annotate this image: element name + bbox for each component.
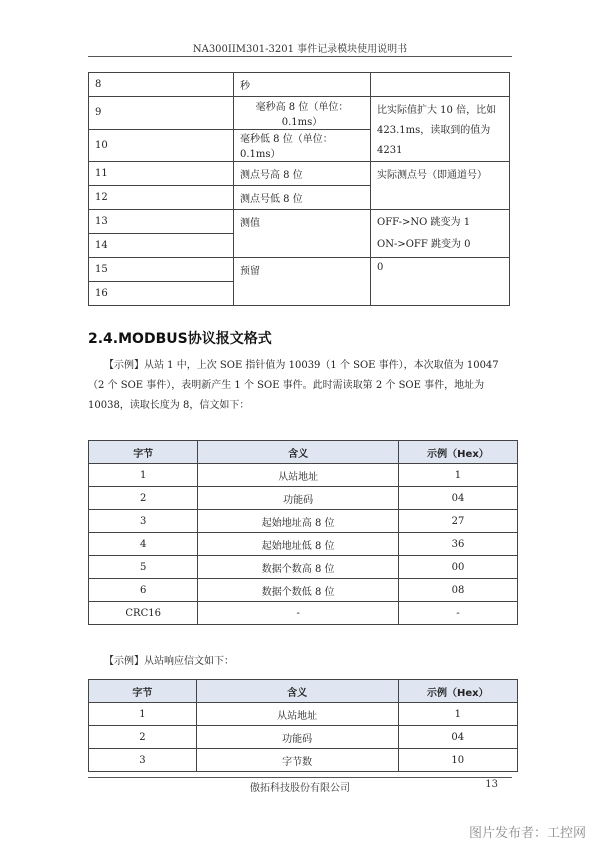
- table-cell: 27: [398, 510, 517, 533]
- table-cell: CRC16: [89, 602, 198, 625]
- table-cell: -: [198, 602, 399, 625]
- table-cell: [371, 210, 510, 258]
- column-header: 含义: [198, 441, 399, 464]
- table-cell: 5: [89, 556, 198, 579]
- column-header: 含义: [196, 680, 398, 703]
- table-cell: 预留: [234, 258, 371, 306]
- table-cell: 2: [89, 726, 197, 749]
- table-row: [89, 749, 518, 772]
- table-row: [89, 510, 518, 533]
- table-cell: 04: [398, 487, 517, 510]
- table-row: [89, 73, 510, 97]
- table-row: [89, 464, 518, 487]
- table-cell: 从站地址: [198, 464, 399, 487]
- table-cell: 测点号高 8 位: [234, 162, 371, 186]
- table-cell: 起始地址低 8 位: [198, 533, 399, 556]
- table-row: [89, 258, 510, 282]
- table-row: [89, 602, 518, 625]
- soe-record-table: [88, 72, 510, 306]
- example-paragraph: 【示例】从站响应信文如下：: [104, 656, 234, 667]
- column-header: 字节: [89, 680, 197, 703]
- note-line: ON->OFF 跳变为 0: [377, 238, 471, 250]
- table-cell: 3: [89, 510, 198, 533]
- table-cell: 36: [398, 533, 517, 556]
- table-cell: 1: [398, 464, 517, 487]
- table-row: [89, 556, 518, 579]
- header-rule: [88, 56, 512, 57]
- table-cell: 字节数: [196, 749, 398, 772]
- table-row: [89, 487, 518, 510]
- table-cell: 毫秒低 8 位（单位：0.1ms）: [234, 129, 371, 162]
- table-cell: 15: [89, 258, 234, 282]
- table-cell: 11: [89, 162, 234, 186]
- table-row: [89, 97, 510, 130]
- example-paragraph: 【示例】从站 1 中，上次 SOE 指针值为 10039（1 个 SOE 事件），本次取值为 10047（2 个 SOE 事件），表明新产生 1 个 SOE 事件。此时需读取第 2 个 SOE 事件，地址为 10038，读取长度为 8，信文如下：: [88, 360, 499, 411]
- table-cell: 测值: [234, 210, 371, 258]
- table-header-row: [89, 441, 518, 464]
- table-cell: 00: [398, 556, 517, 579]
- table-cell: [371, 73, 510, 97]
- table-cell: 数据个数低 8 位: [198, 579, 399, 602]
- table-row: [89, 579, 518, 602]
- table-row: [89, 162, 510, 186]
- table-cell: 16: [89, 282, 234, 306]
- request-frame-table: [88, 440, 518, 625]
- page-header: NA300IIM301-3201 事件记录模块使用说明书: [192, 44, 408, 55]
- company-name: 傲拓科技股份有限公司: [250, 783, 350, 794]
- table-cell: 9: [89, 97, 234, 130]
- table-cell: 12: [89, 186, 234, 210]
- table-cell: 功能码: [198, 487, 399, 510]
- table-cell: 从站地址: [196, 703, 398, 726]
- table-cell: 04: [398, 726, 517, 749]
- table-row: [89, 533, 518, 556]
- column-header: 示例（Hex）: [398, 680, 517, 703]
- column-header: 示例（Hex）: [398, 441, 517, 464]
- page-number: 13: [485, 779, 498, 790]
- page-footer: [88, 777, 512, 794]
- table-cell: 功能码: [196, 726, 398, 749]
- publisher-watermark: 图片发布者：工控网: [468, 826, 586, 841]
- table-cell: 2: [89, 487, 198, 510]
- table-cell: 4: [89, 533, 198, 556]
- response-frame-table: [88, 679, 518, 772]
- table-row: [89, 703, 518, 726]
- table-cell: 0: [371, 258, 510, 306]
- table-cell: 10: [398, 749, 517, 772]
- table-cell: 1: [398, 703, 517, 726]
- note-line: OFF->NO 跳变为 1: [377, 216, 471, 228]
- table-cell: 3: [89, 749, 197, 772]
- table-cell: -: [398, 602, 517, 625]
- table-cell: 10: [89, 129, 234, 162]
- table-cell: 6: [89, 579, 198, 602]
- table-cell: 数据个数高 8 位: [198, 556, 399, 579]
- table-cell: 08: [398, 579, 517, 602]
- table-cell: 测点号低 8 位: [234, 186, 371, 210]
- table-cell: 比实际值扩大 10 倍，比如 423.1ms，读取到的值为 4231: [371, 97, 510, 162]
- table-cell: 8: [89, 73, 234, 97]
- table-row: [89, 210, 510, 234]
- table-cell: 14: [89, 234, 234, 258]
- table-cell: 起始地址高 8 位: [198, 510, 399, 533]
- table-cell: 毫秒高 8 位（单位：0.1ms）: [234, 97, 371, 130]
- table-cell: 1: [89, 703, 197, 726]
- table-header-row: [89, 680, 518, 703]
- section-title: 2.4.MODBUS协议报文格式: [88, 331, 272, 347]
- table-cell: 实际测点号（即通道号）: [371, 162, 510, 210]
- table-cell: 13: [89, 210, 234, 234]
- table-row: [89, 726, 518, 749]
- table-cell: 1: [89, 464, 198, 487]
- table-cell: 秒: [234, 73, 371, 97]
- column-header: 字节: [89, 441, 198, 464]
